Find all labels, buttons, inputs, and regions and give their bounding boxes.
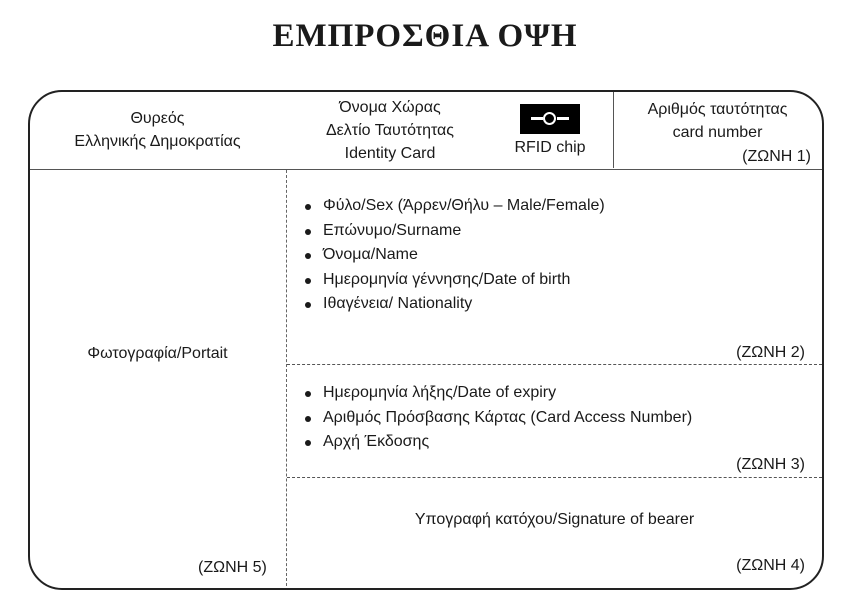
list-item: Επώνυμο/Surname bbox=[303, 219, 605, 244]
list-item: Αρχή Έκδοσης bbox=[303, 430, 692, 455]
country-name-label: Όνομα Χώρας bbox=[339, 99, 441, 116]
zone3-label: (ΖΩΝΗ 3) bbox=[736, 456, 805, 473]
rfid-chip-label: RFID chip bbox=[514, 139, 586, 156]
card-number-label-greek: Αριθμός ταυτότητας bbox=[647, 101, 788, 118]
rfid-chip-icon bbox=[520, 104, 580, 134]
card-number-label-english: card number bbox=[672, 124, 763, 141]
list-item: Ημερομηνία λήξης/Date of expiry bbox=[303, 381, 692, 406]
header-bottom-divider bbox=[30, 169, 822, 170]
signature-label: Υπογραφή κατόχου/Signature of bearer bbox=[414, 511, 695, 528]
zone1-label: (ΖΩΝΗ 1) bbox=[742, 148, 811, 165]
zone2-zone3-divider bbox=[287, 364, 822, 365]
emblem-label-line2: Ελληνικής Δημοκρατίας bbox=[74, 133, 241, 150]
list-item: Φύλο/Sex (Άρρεν/Θήλυ – Male/Female) bbox=[303, 194, 605, 219]
document-type-english: Identity Card bbox=[344, 145, 436, 162]
list-item: Όνομα/Name bbox=[303, 243, 605, 268]
zone3-field-list bbox=[303, 381, 692, 455]
zone4-label: (ΖΩΝΗ 4) bbox=[736, 557, 805, 574]
emblem-label-line1: Θυρεός bbox=[130, 110, 185, 127]
zone3-zone4-divider bbox=[287, 477, 822, 478]
list-item: Αριθμός Πρόσβασης Κάρτας (Card Access Number) bbox=[303, 406, 692, 431]
page-title: ΕΜΠΡΟΣΘΙΑ ΟΨΗ bbox=[272, 18, 578, 54]
list-item: Ημερομηνία γέννησης/Date of birth bbox=[303, 268, 605, 293]
header-divider-right bbox=[613, 92, 614, 168]
photo-label: Φωτογραφία/Portait bbox=[87, 345, 228, 362]
zone2-label: (ΖΩΝΗ 2) bbox=[736, 344, 805, 361]
zone2-field-list bbox=[303, 194, 605, 317]
zone5-label: (ΖΩΝΗ 5) bbox=[198, 559, 267, 576]
document-type-greek: Δελτίο Ταυτότητας bbox=[325, 122, 455, 139]
list-item: Ιθαγένεια/ Nationality bbox=[303, 292, 605, 317]
